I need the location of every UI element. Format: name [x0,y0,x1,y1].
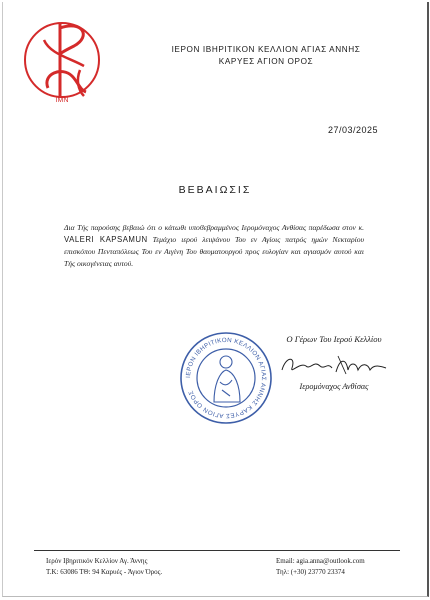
letterhead [110,44,422,68]
footer-contact [276,556,365,578]
signature-title: Ο Γέρων Του Ιερού Κελλίου [286,334,382,344]
footer-phone: Τηλ: (+30) 23770 23374 [276,568,345,576]
logo-letters: ΙΜΝ [55,97,69,104]
document-body [64,222,364,270]
footer-divider [34,550,400,551]
seal-ring-text: ΙΕΡΟΝ ΙΒΗΡΙΤΙΚΟΝ ΚΕΛΛΙΟΝ ΑΓΙΑΣ ΑΝΝΗΣ ΚΑΡΥΕΣ ΑΓΙΟΝ ΟΡΟΣ [184,336,268,420]
footer-email: Email: agia.anna@outlook.com [276,557,365,565]
document-title: ΒΕΒΑΙΩΣΙΣ [178,184,252,196]
monastery-seal [178,330,274,426]
monastery-logo [22,10,106,110]
document-date: 27/03/2025 [328,125,379,135]
footer-address [46,556,162,578]
signatory-name: Ιερομόναχος Ανθίσας [299,382,369,391]
letterhead-line1: ΙΕΡΟΝ ΙΒΗΡΙΤΙΚΟΝ ΚΕΛΛΙΟΝ ΑΓΙΑΣ ΑΝΝΗΣ [171,45,361,54]
letterhead-line2: ΚΑΡΥΕΣ ΑΓΙΟΝ ΟΡΟΣ [218,57,314,66]
recipient-name: VALERI KAPSAMUN [64,235,148,244]
body-text-part1: Δια Τής παρούσης βεβαιώ ότι ο κάτωθι υποϐεβραμμένος Ιερομόναχος Ανθίσας παρέδωσα στον κ. [64,223,364,232]
body-text-part2: Τεμάχιο ιερού λειψάνου Του εν Αγίοις πατρός ημών Νεκταρίου επισκόπου Πενταπόλεως Του εν Αιγίνη Του θαυματουργού προς ευλογίαν και αγιασμόν αυτού και Τής οικογένειας αυτού. [64,235,364,268]
footer-address-line1: Ιερόν Ιβηριτικόν Κελλίον Αγ. Άννης [46,557,148,565]
handwritten-signature [276,352,396,378]
footer-address-line2: Τ.Κ: 63086 ΤΘ: 94 Καρυές - Άγιον Όρος. [46,568,163,576]
